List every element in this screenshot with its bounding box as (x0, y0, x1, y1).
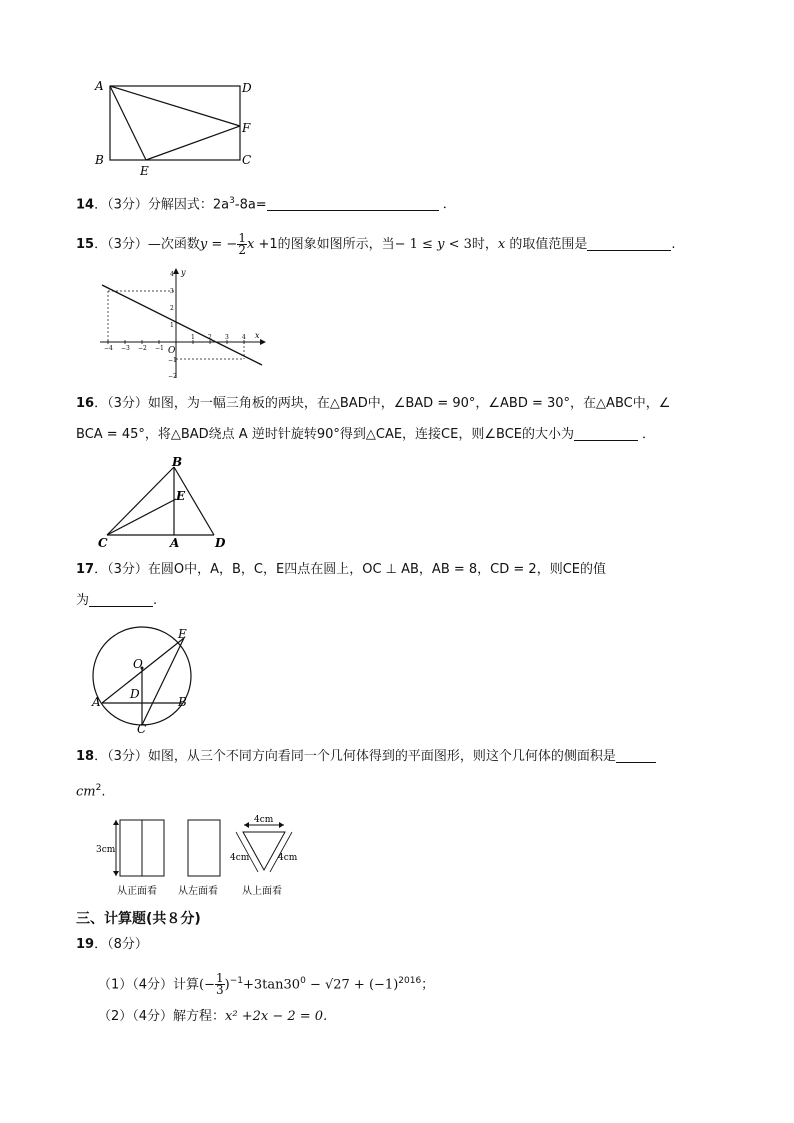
label-c: C (137, 722, 147, 734)
svg-text:−2: −2 (138, 345, 147, 352)
question-score: （3分） (107, 237, 148, 252)
question-score: （3分） (107, 197, 148, 213)
label-e: E (140, 164, 149, 178)
question-18: 18．（3分）如图，从三个不同方向看同一个几何体得到的平面图形，则这个几何体的侧面积是 (76, 748, 656, 766)
question-score: （3分） (107, 749, 148, 764)
answer-blank[interactable] (616, 748, 656, 763)
svg-text:4: 4 (170, 271, 174, 278)
label-e: E (176, 489, 186, 503)
top-view (243, 832, 285, 870)
figure-circle (88, 624, 208, 734)
svg-text:1: 1 (170, 322, 174, 329)
answer-blank[interactable] (89, 592, 153, 607)
answer-blank[interactable] (574, 426, 638, 441)
exponent: 3 (229, 196, 235, 206)
segment-ef (146, 126, 240, 160)
top-view-caption: 从上面看 (242, 886, 282, 897)
svg-text:−4: −4 (104, 345, 113, 352)
svg-text:2: 2 (208, 334, 212, 341)
y-axis-arrow (173, 268, 179, 274)
figure-three-views (90, 808, 310, 900)
top-dimension-label: 4cm (254, 815, 274, 825)
x-axis-arrow (260, 339, 266, 345)
question-number: 18 (76, 749, 95, 764)
question-text-line1: 如图，为一幅三角板的两块，在△BAD中，∠BAD = 90°，∠ABD = 30°，在△ABC中，∠ (147, 396, 671, 411)
label-a: A (170, 536, 180, 550)
left-view-caption: 从左面看 (178, 886, 218, 897)
question-number: 15 (76, 237, 95, 252)
svg-text:−3: −3 (121, 345, 130, 352)
unit: cm (76, 784, 96, 800)
right-dimension-label: 4cm (278, 853, 298, 863)
question-19-part1: （1）（4分）计算(− $\frac{1}{3}$ )$^{-1}+3\tan 30^0 - √27 + (-1)^{2016}$； (98, 971, 435, 998)
label-a: A (92, 695, 101, 709)
svg-text:3: 3 (225, 334, 229, 341)
front-view-caption: 从正面看 (117, 886, 157, 897)
figure-linear-graph (98, 266, 268, 382)
question-text: 分解因式：2a (147, 197, 230, 213)
height-label: 3cm (96, 845, 116, 855)
segment-ae (110, 86, 146, 160)
left-dimension-label: 4cm (230, 853, 250, 863)
label-b: B (178, 695, 187, 709)
question-number: 17 (76, 562, 95, 577)
svg-text:2: 2 (170, 305, 174, 312)
question-text-line2: BCA = 45°，将△BAD绕点 A 逆时针旋转90°得到△CAE，连接CE，则∠BCE的大小为 (76, 427, 574, 442)
left-view (188, 820, 220, 876)
svg-text:4: 4 (242, 334, 246, 341)
label-d: D (242, 81, 252, 95)
label-a: A (95, 79, 104, 93)
label-c: C (98, 536, 108, 550)
question-16-line2: BCA = 45°，将△BAD绕点 A 逆时针旋转90°得到△CAE，连接CE，则∠BCE的大小为 ． (76, 427, 656, 442)
function-line (102, 285, 262, 365)
figure-rectangle (90, 76, 260, 180)
answer-blank[interactable] (267, 196, 439, 211)
question-text-line1: 如图，从三个不同方向看同一个几何体得到的平面图形，则这个几何体的侧面积是 (147, 749, 616, 764)
answer-blank[interactable] (587, 236, 671, 251)
label-o: O (133, 657, 143, 671)
question-number: 16 (76, 396, 95, 411)
question-16: 16．（3分）如图，为一幅三角板的两块，在△BAD中，∠BAD = 90°，∠ABD = 30°，在△ABC中，∠ (76, 396, 671, 411)
label-b: B (172, 455, 183, 469)
label-d: D (130, 687, 140, 701)
label-d: D (215, 536, 226, 550)
x-axis-label: x (255, 331, 260, 340)
svg-text:3: 3 (170, 288, 174, 295)
question-18-line2: $cm^2$. (76, 783, 106, 800)
question-14: 14．（3分）分解因式：$2a^3-8a=$ ． (76, 196, 456, 213)
y-axis-label: y (181, 268, 186, 277)
equation: x² +2x − 2 = 0. (225, 1009, 328, 1024)
segment-bc (107, 467, 174, 535)
question-17: 17．（3分）在圆O中，A，B，C，E四点在圆上，OC ⊥ AB，AB = 8，CD = 2，则CE的值 (76, 562, 606, 577)
label-c: C (242, 153, 252, 167)
segment-af (110, 86, 240, 126)
question-score: （8分） (107, 937, 148, 952)
section-title: 三、计算题(共８分) (76, 911, 201, 927)
question-15: 15．（3分）—次函数y = − $\frac{1}{2}$ x +1的图象如图所示，当− 1 ≤ y < 3时，x 的取值范围是 . (76, 231, 676, 257)
question-score: （3分） (107, 562, 148, 577)
figure-triangles (94, 455, 234, 551)
question-number: 19 (76, 937, 95, 952)
label-e: E (178, 627, 187, 641)
fraction-one-half: $\frac{1}{2}$ (238, 231, 246, 257)
question-19-part2: （2）（4分）解方程：x² +2x − 2 = 0. (98, 1009, 328, 1024)
origin-label: O (168, 346, 176, 356)
label-b: B (95, 153, 104, 167)
label-f: F (242, 121, 251, 135)
fraction-one-third: $\frac{1}{3}$ (216, 971, 224, 998)
svg-text:1: 1 (191, 334, 195, 341)
segment-ae (102, 638, 184, 703)
question-19: 19．（8分） (76, 937, 148, 952)
svg-text:−1: −1 (155, 345, 164, 352)
svg-text:−2: −2 (168, 373, 177, 380)
question-score: （3分） (107, 396, 148, 411)
segment-ce (107, 499, 176, 535)
question-number: 14 (76, 197, 95, 213)
question-17-line2: 为 . (76, 593, 158, 608)
question-text-line1: 在圆O中，A，B，C，E四点在圆上，OC ⊥ AB，AB = 8，CD = 2，则CE的值 (147, 562, 606, 577)
svg-text:−1: −1 (168, 357, 177, 364)
segment-ec (142, 638, 184, 725)
